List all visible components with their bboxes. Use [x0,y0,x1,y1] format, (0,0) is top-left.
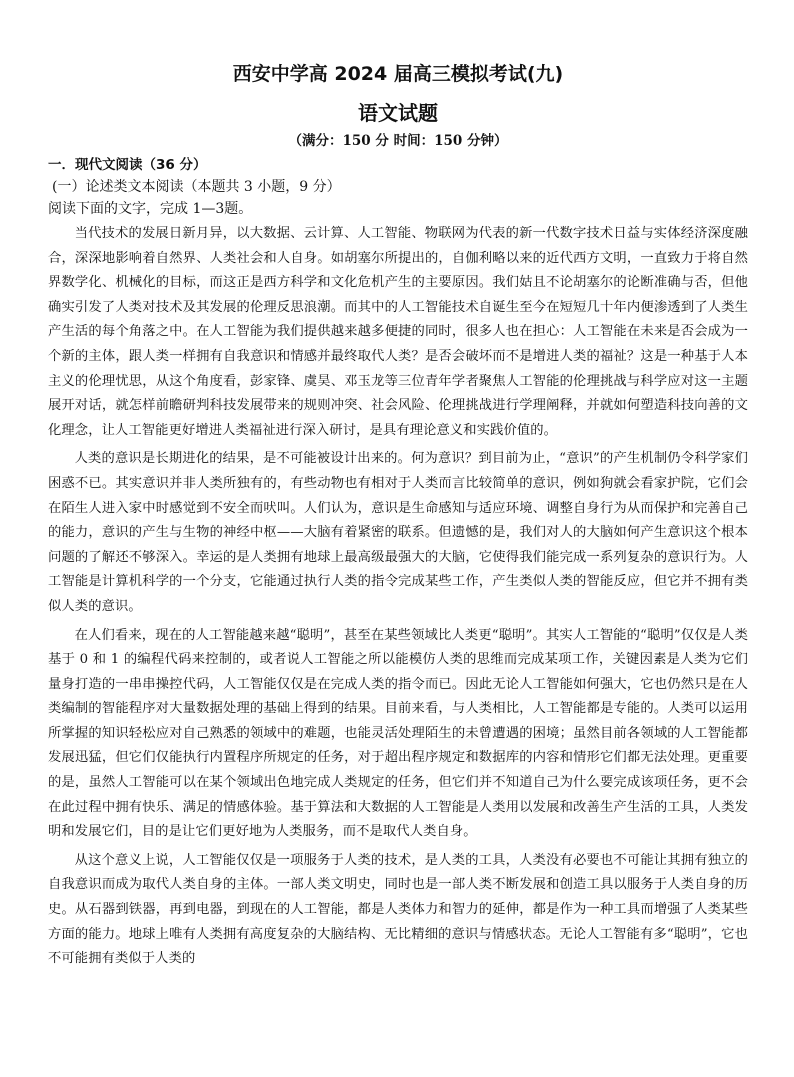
subsection-title: (一）论述类文本阅读（本题共 3 小题，9 分） [52,179,341,195]
exam-title: 西安中学高 2024 届高三模拟考试(九) [232,63,564,85]
section-title: 一．现代文阅读（36 分） [48,157,207,173]
exam-meta: （满分：150 分 时间：150 分钟） [288,133,508,149]
reading-instruction: 阅读下面的文字，完成 1—3题。 [48,201,253,217]
passage-paragraph-3: 在人们看来，现在的人工智能越来越“聪明”，甚至在某些领域比人类更“聪明”。其实人工智能的“聪明”仅仅是人类基于 0 和 1 的编程代码来控制的，或者说人工智能之所以能模仿人类的思维而完成某项工作，关键因素是人类为它们量身打造的一串串操控代码，人工智能仅仅是在完成人类的指令而已。因此无论人工智能如何强大，它也仍然只是在人类编制的智能程序对大量数据处理的基础上得到的结果。目前来看，与人类相比，人工智能都是专能的。人类可以运用所掌握的知识轻松应对自己熟悉的领域中的难题，也能灵活处理陌生的未曾遭遇的困境；虽然目前各领域的人工智能都发展迅猛，但它们仅能执行内置程序所规定的任务，对于超出程序规定和数据库的内容和情形它们都无法处理。更重要的是，虽然人工智能可以在某个领域出色地完成人类规定的任务，但它们并不知道自己为什么要完成该项任务，更不会在此过程中拥有快乐、满足的情感体验。基于算法和大数据的人工智能是人类用以发展和改善生产生活的工具，人类发明和发展它们，目的是让它们更好地为人类服务，而不是取代人类自身。 [48,627,748,840]
passage-paragraph-2: 人类的意识是长期进化的结果，是不可能被设计出来的。何为意识？到目前为止，“意识”的产生机制仍令科学家们困惑不已。其实意识并非人类所独有的，有些动物也有相对于人类而言比较简单的意识，例如狗就会看家护院，它们会在陌生人进入家中时感觉到不安全而吠叫。人们认为，意识是生命感知与适应环境、调整自身行为从而保护和完善自己的能力，意识的产生与生物的神经中枢——大脑有着紧密的联系。但遗憾的是，我们对人的大脑如何产生意识这个根本问题的了解还不够深入。幸运的是人类拥有地球上最高级最强大的大脑，它使得我们能完成一系列复杂的意识行为。人工智能是计算机科学的一个分支，它能通过执行人类的指令完成某些工作，产生类似人类的智能反应，但它并不拥有类似人类的意识。 [48,451,748,614]
passage-paragraph-1: 当代技术的发展日新月异，以大数据、云计算、人工智能、物联网为代表的新一代数字技术日益与实体经济深度融合，深深地影响着自然界、人类社会和人自身。如胡塞尔所提出的，自伽利略以来的近代西方文明，一直致力于将自然界数学化、机械化的目标，而这正是西方科学和文化危机产生的主要原因。我们姑且不论胡塞尔的论断准确与否，但他确实引发了人类对技术及其发展的伦理反思浪潮。而其中的人工智能技术自诞生至今在短短几十年内便渗透到了人类生产生活的每个角落之中。在人工智能为我们提供越来越多便捷的同时，很多人也在担心：人工智能在未来是否会成为一个新的主体，跟人类一样拥有自我意识和情感并最终取代人类？是否会破坏而不是增进人类的福祉？这是一种基于人本主义的伦理忧思，从这个角度看，彭家锋、虞昊、邓玉龙等三位青年学者聚焦人工智能的伦理挑战与科学应对这一主题展开对话，就怎样前瞻研判科技发展带来的规则冲突、社会风险、伦理挑战进行学理阐释，并就如何塑造科技向善的文化理念，让人工智能更好增进人类福祉进行深入研讨，是具有理论意义和实践价值的。 [48,226,748,438]
passage-paragraph-4: 从这个意义上说，人工智能仅仅是一项服务于人类的技术，是人类的工具，人类没有必要也不可能让其拥有独立的自我意识而成为取代人类自身的主体。一部人类文明史，同时也是一部人类不断发展和创造工具以服务于人类自身的历史。从石器到铁器，再到电器，到现在的人工智能，都是人类体力和智力的延伸，都是作为一种工具而增强了人类某些方面的能力。地球上唯有人类拥有高度复杂的大脑结构、无比精细的意识与情感状态。无论人工智能有多“聪明”，它也不可能拥有类似于人类的 [48,852,748,967]
subject-title: 语文试题 [358,101,438,125]
